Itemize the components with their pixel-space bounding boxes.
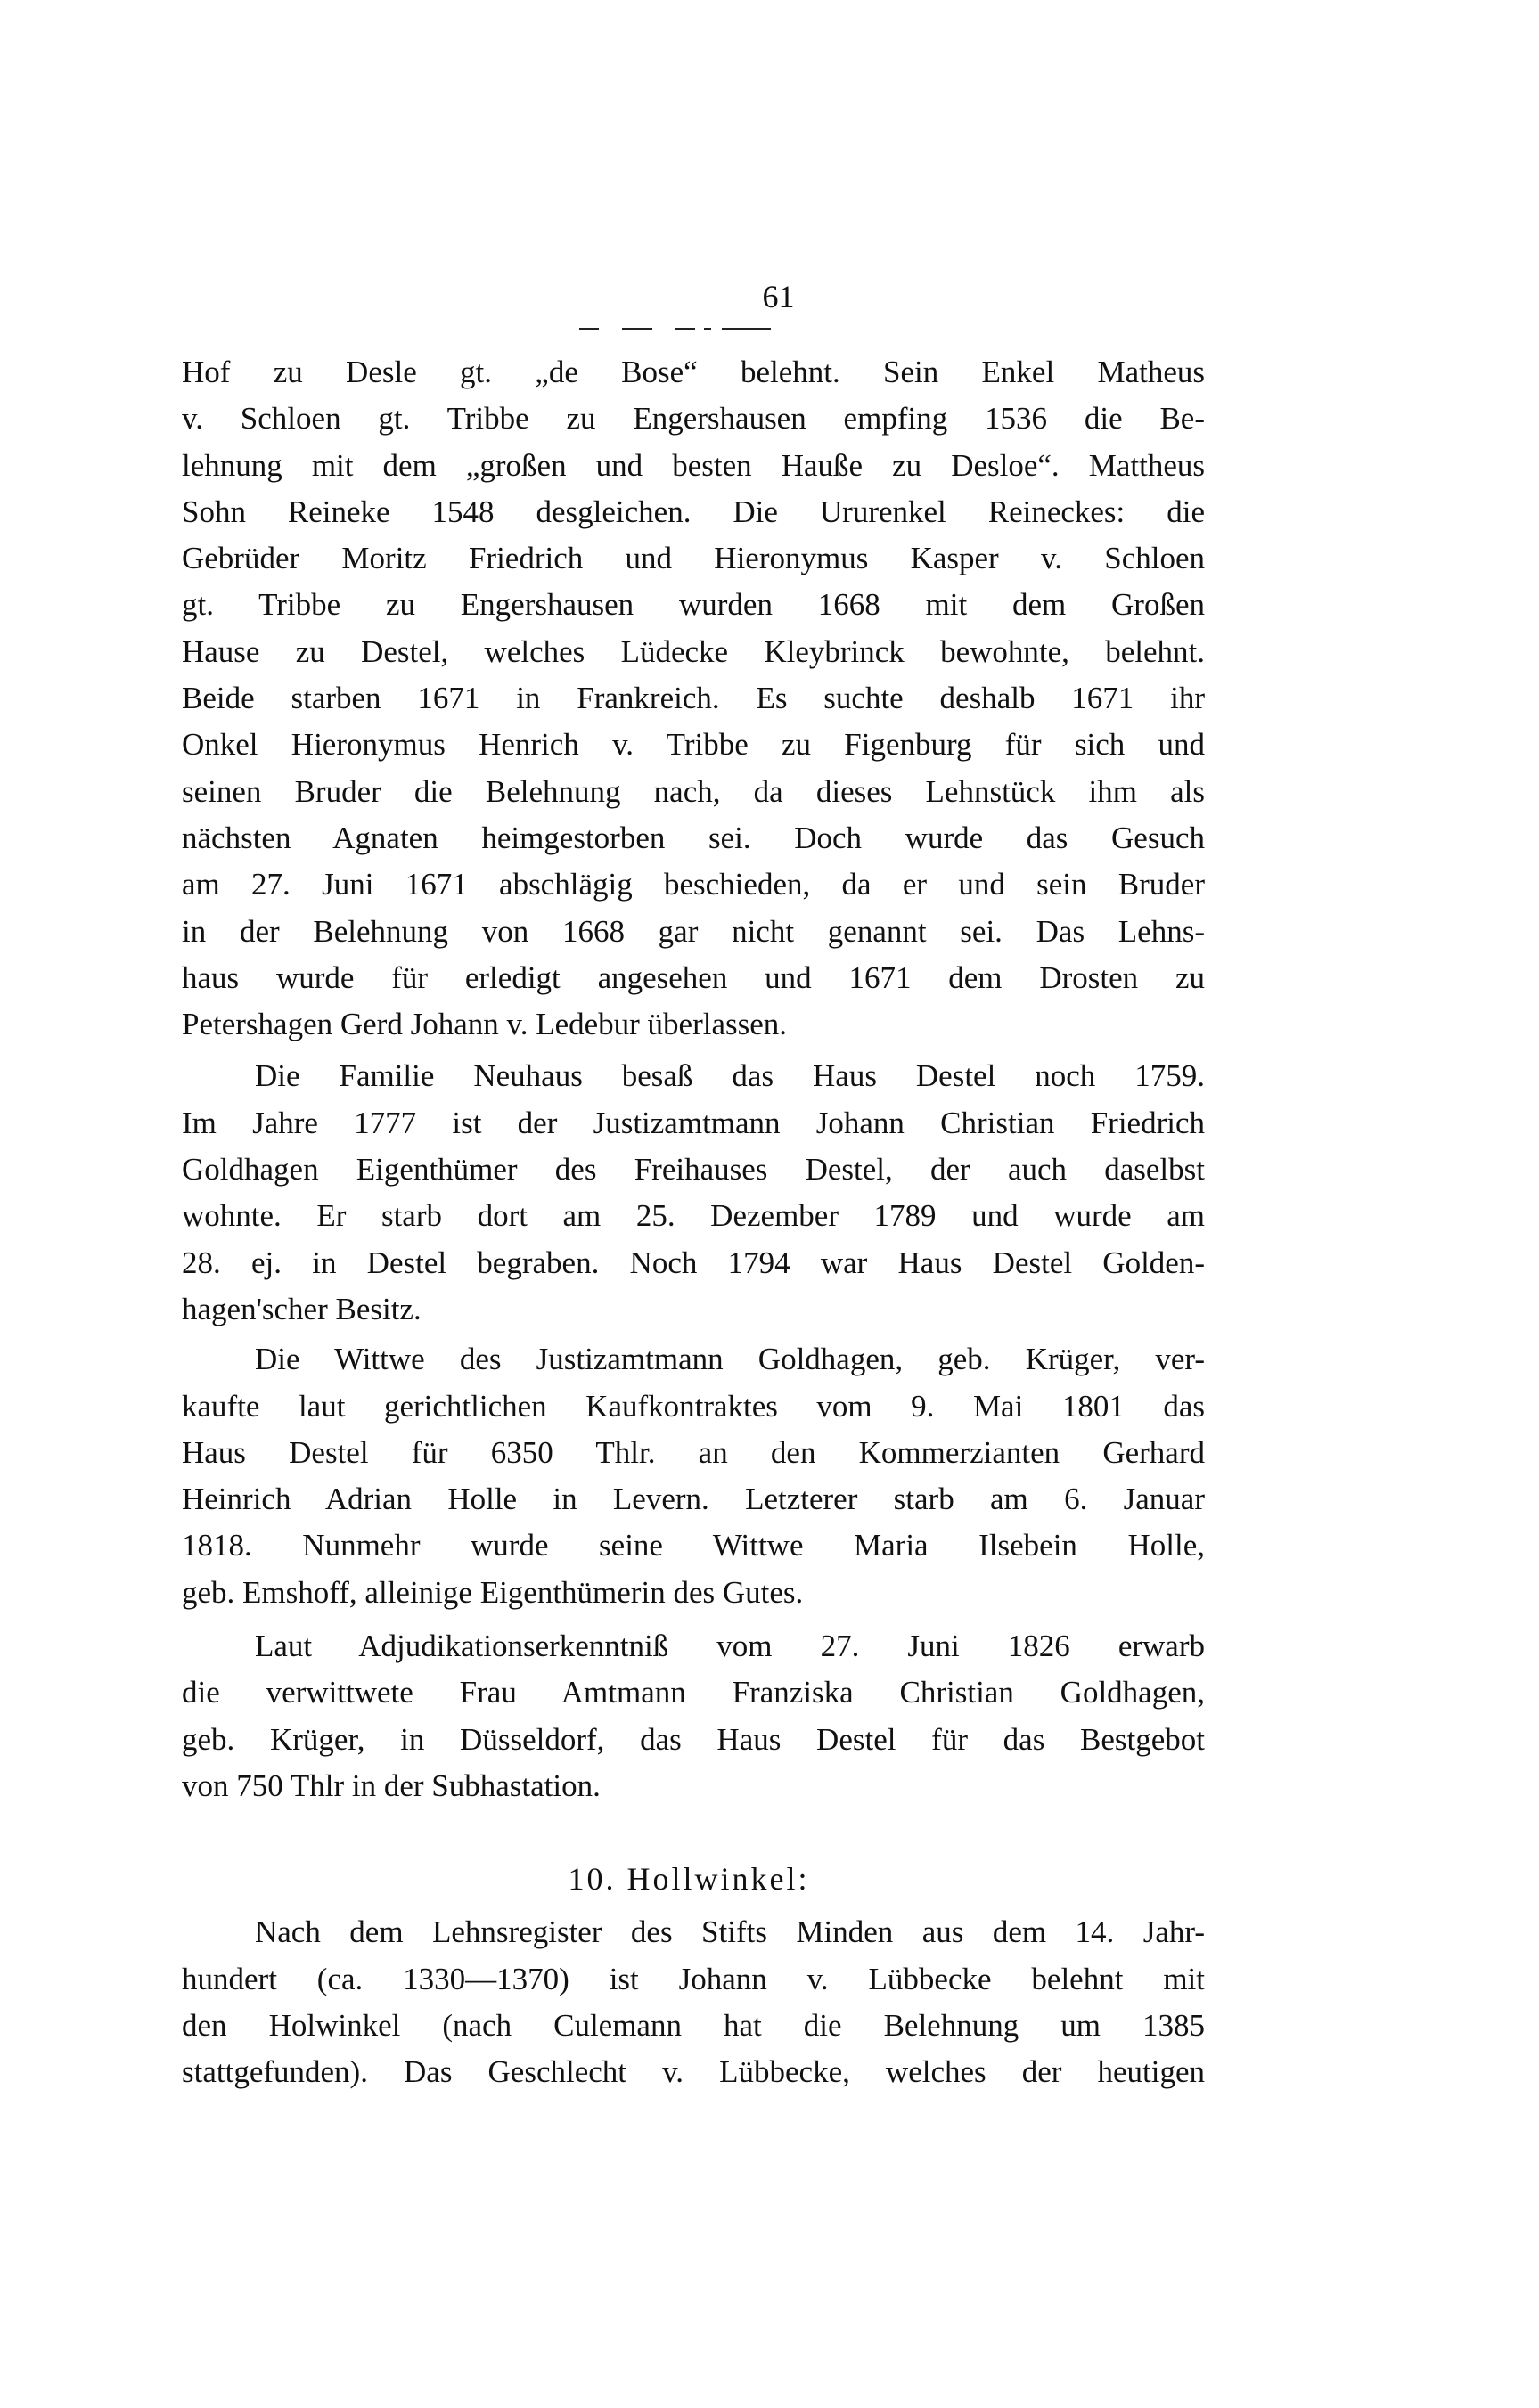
- rule-segment: [722, 328, 771, 330]
- text-line: haus wurde für erledigt angesehen und 1671 dem Drosten zu: [182, 959, 1205, 995]
- text-line: von 750 Thlr in der Subhastation.: [182, 1767, 601, 1803]
- text-line: Haus Destel für 6350 Thlr. an den Kommerzianten Gerhard: [182, 1434, 1205, 1470]
- text-line: 1818. Nunmehr wurde seine Wittwe Maria Ilsebein Holle,: [182, 1528, 1205, 1563]
- text-line: hundert (ca. 1330—1370) ist Johann v. Lübbecke belehnt mit: [182, 1961, 1205, 1996]
- text-line: den Holwinkel (nach Culemann hat die Belehnung um 1385: [182, 2007, 1205, 2043]
- text-line: stattgefunden). Das Geschlecht v. Lübbecke, welches der heutigen: [182, 2054, 1205, 2090]
- paragraph: [182, 349, 1205, 1048]
- text-line: v. Schloen gt. Tribbe zu Engershausen empfing 1536 die Be-: [182, 401, 1205, 437]
- section-heading: 10. Hollwinkel:: [568, 1861, 810, 1898]
- text-line: Beide starben 1671 in Frankreich. Es suchte deshalb 1671 ihr: [182, 681, 1205, 716]
- text-line: Die Wittwe des Justizamtmann Goldhagen, geb. Krüger, ver-: [255, 1342, 1205, 1377]
- rule-segment: [704, 328, 711, 330]
- text-line: geb. Emshoff, alleinige Eigenthümerin des Gutes.: [182, 1574, 804, 1610]
- page-number: 61: [762, 279, 795, 314]
- rule-segment: [622, 328, 652, 330]
- text-line: die verwittwete Frau Amtmann Franziska Christian Goldhagen,: [182, 1675, 1205, 1710]
- rule-segment: [675, 328, 695, 330]
- text-line: Onkel Hieronymus Henrich v. Tribbe zu Figenburg für sich und: [182, 727, 1205, 763]
- text-line: Hof zu Desle gt. „de Bose“ belehnt. Sein Enkel Matheus: [182, 355, 1205, 389]
- text-line: Petershagen Gerd Johann v. Ledebur überlassen.: [182, 1007, 788, 1042]
- text-line: lehnung mit dem „großen und besten Hauße zu Desloe“. Mattheus: [182, 447, 1205, 483]
- text-line: Hause zu Destel, welches Lüdecke Kleybrinck bewohnte, belehnt.: [182, 633, 1205, 669]
- paragraph: [182, 1909, 1205, 2095]
- text-line: nächsten Agnaten heimgestorben sei. Doch wurde das Gesuch: [182, 820, 1205, 855]
- body-text: [182, 349, 1205, 2095]
- text-line: Gebrüder Moritz Friedrich und Hieronymus Kasper v. Schloen: [182, 541, 1205, 576]
- text-line: Nach dem Lehnsregister des Stifts Minden aus dem 14. Jahr-: [255, 1914, 1205, 1950]
- text-line: am 27. Juni 1671 abschlägig beschieden, da er und sein Bruder: [182, 867, 1205, 902]
- text-line: Goldhagen Eigenthümer des Freihauses Destel, der auch daselbst: [182, 1152, 1205, 1188]
- text-line: in der Belehnung von 1668 gar nicht genannt sei. Das Lehns-: [182, 913, 1205, 949]
- text-line: Sohn Reineke 1548 desgleichen. Die Ururenkel Reineckes: die: [182, 494, 1205, 529]
- rule-segment: [579, 328, 599, 330]
- text-line: Heinrich Adrian Holle in Levern. Letzterer starb am 6. Januar: [182, 1482, 1205, 1517]
- paragraph: [182, 1336, 1205, 1616]
- paragraph: [182, 1623, 1205, 1809]
- page-number-rule: [579, 328, 771, 331]
- paragraph: [182, 1053, 1205, 1333]
- text-line: seinen Bruder die Belehnung nach, da dieses Lehnstück ihm als: [182, 773, 1205, 809]
- text-line: geb. Krüger, in Düsseldorf, das Haus Destel für das Bestgebot: [182, 1721, 1205, 1757]
- text-line: Im Jahre 1777 ist der Justizamtmann Johann Christian Friedrich: [182, 1105, 1205, 1140]
- text-line: Laut Adjudikationserkenntniß vom 27. Juni 1826 erwarb: [255, 1628, 1205, 1664]
- text-line: hagen'scher Besitz.: [182, 1291, 422, 1326]
- text-line: wohnte. Er starb dort am 25. Dezember 1789 und wurde am: [182, 1198, 1205, 1234]
- text-line: kaufte laut gerichtlichen Kaufkontraktes vom 9. Mai 1801 das: [182, 1388, 1205, 1424]
- text-line: 28. ej. in Destel begraben. Noch 1794 war Haus Destel Golden-: [182, 1245, 1205, 1280]
- text-line: gt. Tribbe zu Engershausen wurden 1668 mit dem Großen: [182, 587, 1205, 623]
- text-line: Die Familie Neuhaus besaß das Haus Destel noch 1759.: [255, 1058, 1205, 1094]
